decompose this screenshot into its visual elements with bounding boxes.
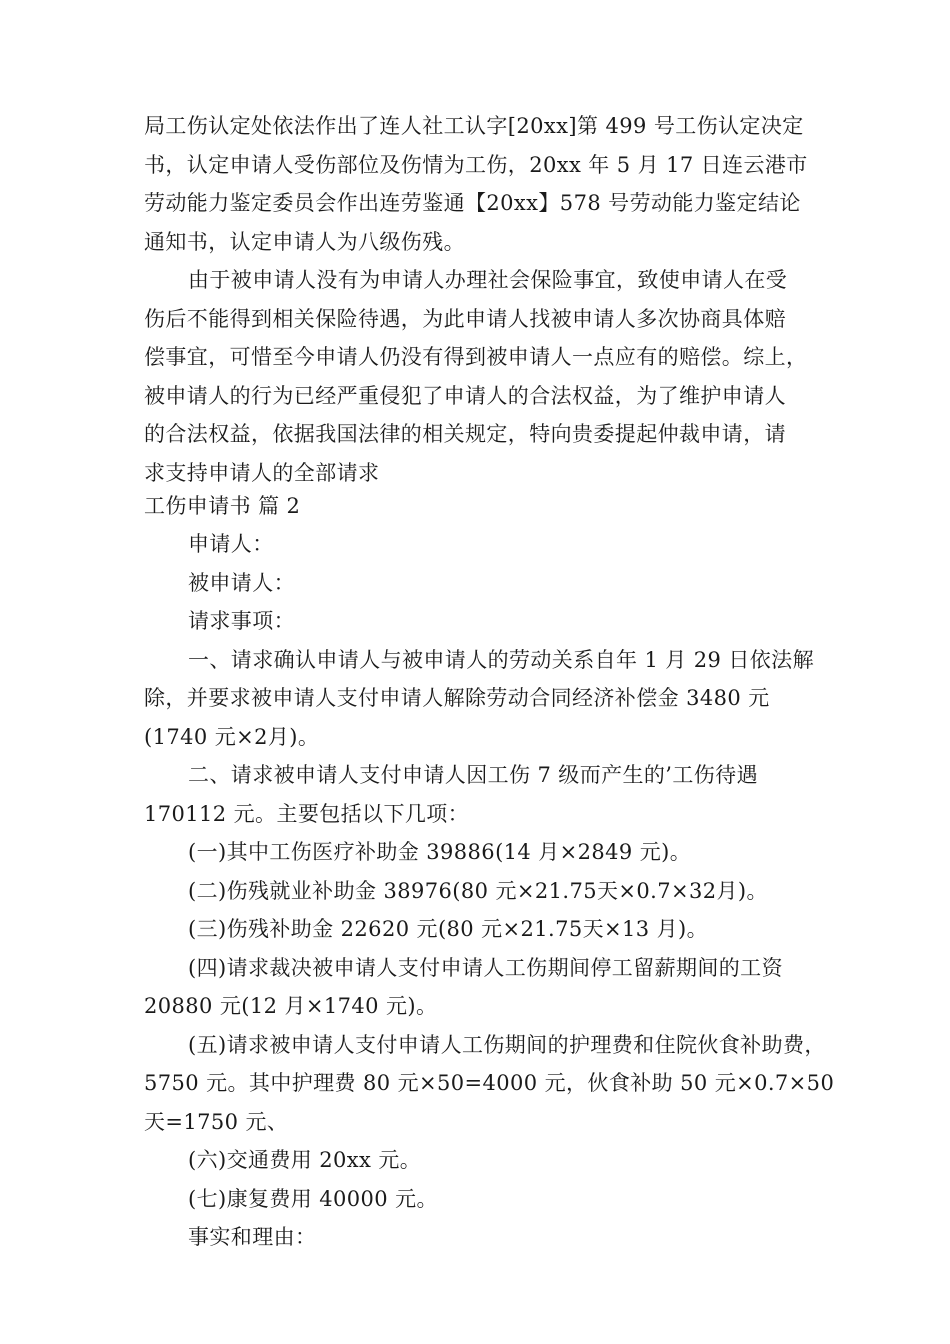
claim-line: 二、请求被申请人支付申请人因工伤 7 级而产生的’工伤待遇 [188,763,758,787]
claim-line: 170112 元。主要包括以下几项： [144,801,470,826]
list-item: 5750 元。其中护理费 80 元×50=4000 元，伙食补助 50 元×0.7×50 [144,1071,835,1095]
paragraph-line: 伤后不能得到相关保险待遇，为此申请人找被申请人多次协商具体赔 [144,306,786,331]
list-item: (四)请求裁决被申请人支付申请人工伤期间停工留薪期间的工资 [188,955,783,980]
list-item: (一)其中工伤医疗补助金 39886(14 月×2849 元)。 [188,840,692,864]
section-heading: 工伤申请书 篇 2 [144,494,301,518]
paragraph-line: 求支持申请人的全部请求 [144,460,380,485]
applicant-label: 申请人： [188,532,274,556]
paragraph-line: 偿事宜，可惜至今申请人仍没有得到被申请人一点应有的赔偿。综上， [144,345,808,369]
paragraph-line: 的合法权益，依据我国法律的相关规定，特向贵委提起仲裁申请，请 [144,422,786,446]
list-item: (七)康复费用 40000 元。 [188,1186,438,1211]
claims-label: 请求事项： [188,609,295,633]
paragraph-line: 书，认定申请人受伤部位及伤情为工伤，20xx 年 5 月 17 日连云港市 [144,152,808,177]
paragraph-line: 被申请人的行为已经严重侵犯了申请人的合法权益，为了维护申请人 [144,383,786,408]
list-item: 20880 元(12 月×1740 元)。 [144,994,438,1018]
list-item: (二)伤残就业补助金 38976(80 元×21.75天×0.7×32月)。 [188,878,768,903]
respondent-label: 被申请人： [188,570,295,595]
claim-line: (1740 元×2月)。 [144,724,320,749]
claim-line: 除，并要求被申请人支付申请人解除劳动合同经济补偿金 3480 元 [144,686,770,710]
claim-line: 一、请求确认申请人与被申请人的劳动关系自年 1 月 29 日依法解 [188,647,814,672]
paragraph-line: 由于被申请人没有为申请人办理社会保险事宜，致使申请人在受 [188,268,788,292]
paragraph-line: 局工伤认定处依法作出了连人社工认字[20xx]第 499 号工伤认定决定 [144,114,804,138]
paragraph-line: 通知书，认定申请人为八级伤残。 [144,229,465,254]
list-item: (六)交通费用 20xx 元。 [188,1148,422,1172]
paragraph-line: 劳动能力鉴定委员会作出连劳鉴通【20xx】578 号劳动能力鉴定结论 [144,191,801,215]
facts-heading: 事实和理由： [188,1225,317,1249]
list-item: 天=1750 元、 [144,1109,289,1134]
document-page [144,107,835,1257]
list-item: (五)请求被申请人支付申请人工伤期间的护理费和住院伙食补助费， [188,1032,826,1057]
list-item: (三)伤残补助金 22620 元(80 元×21.75天×13 月)。 [188,917,709,941]
